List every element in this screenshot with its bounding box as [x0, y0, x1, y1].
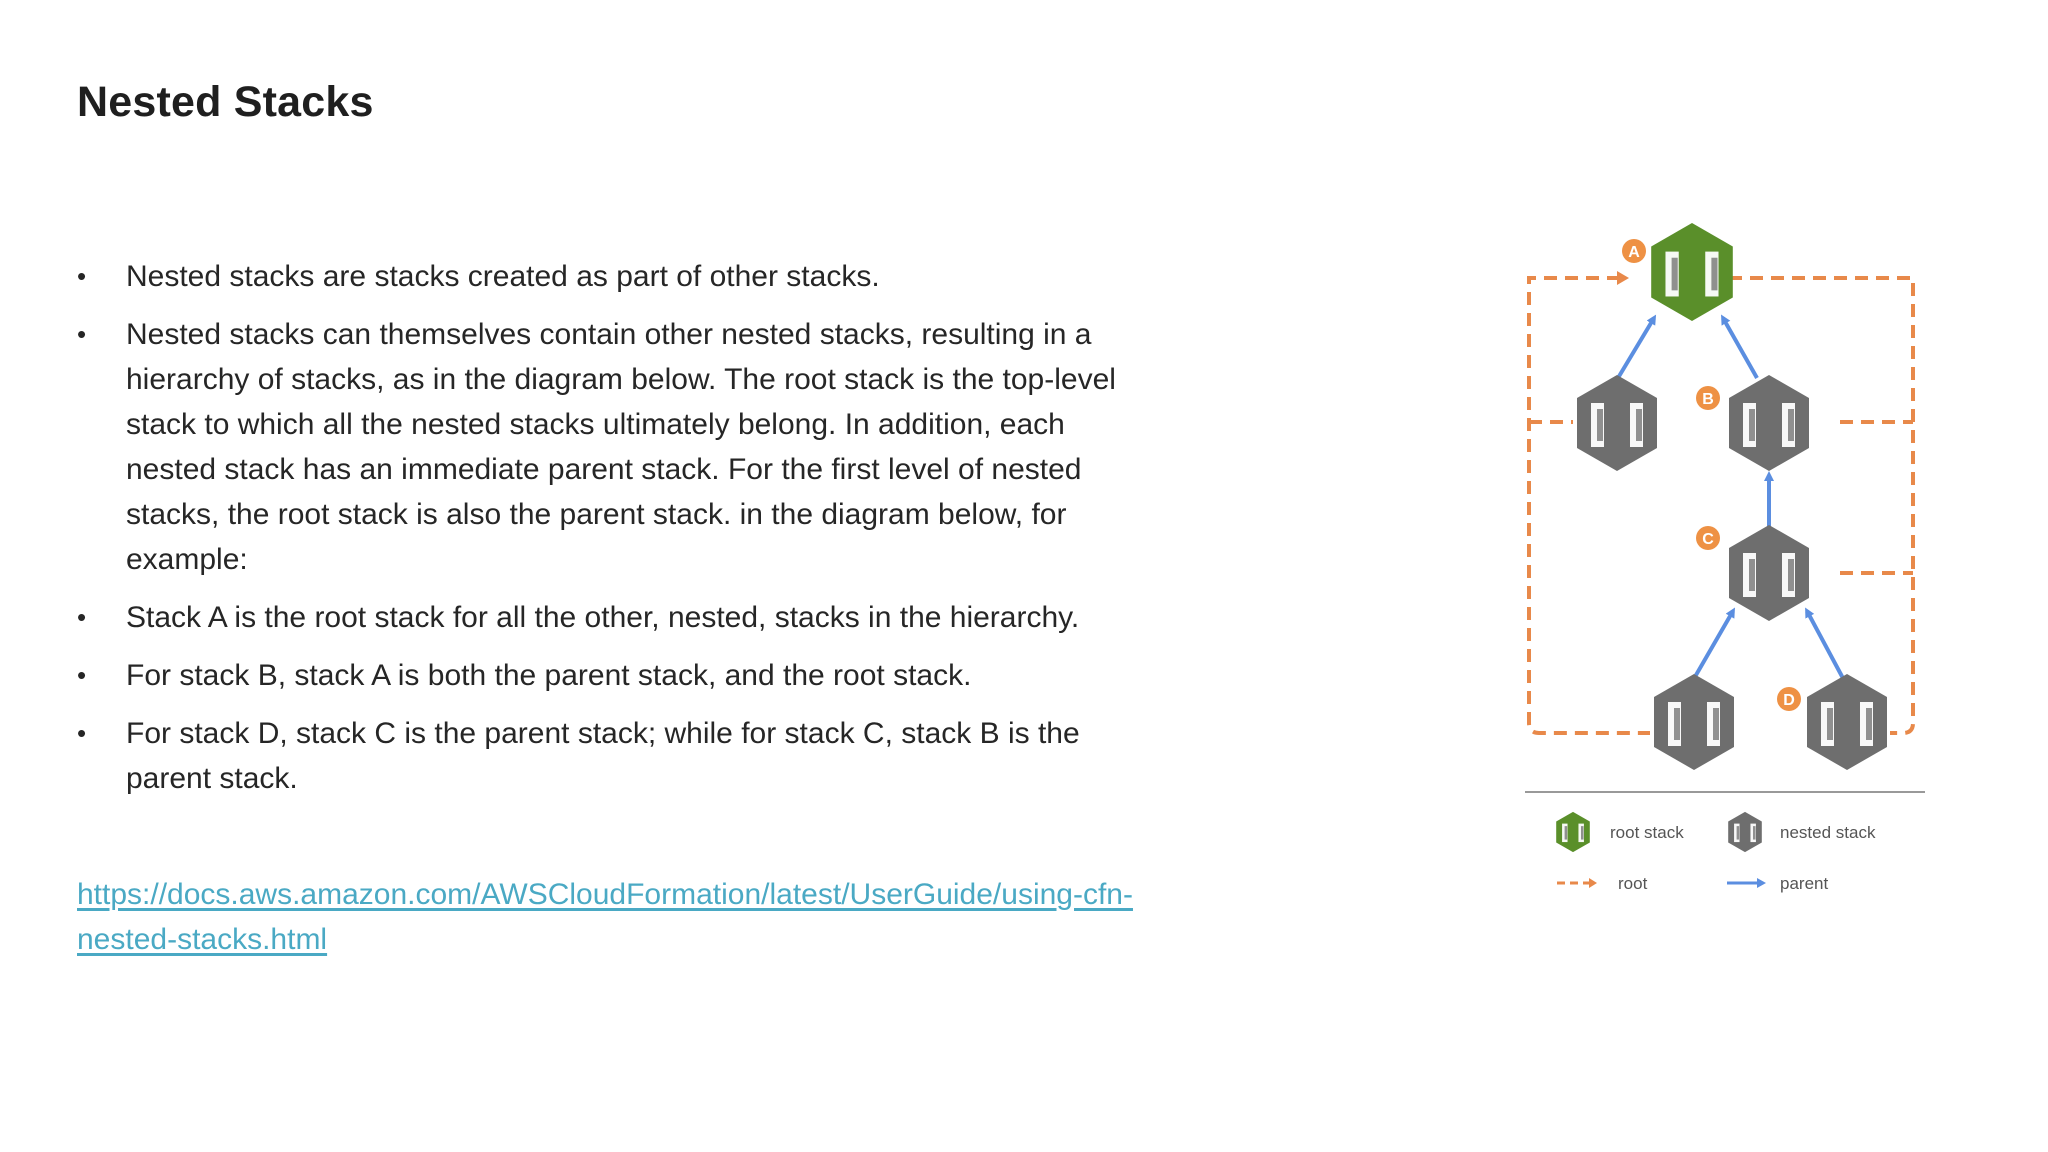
label-b: B	[1702, 391, 1714, 408]
bullet-text: Nested stacks can themselves contain other nested stacks, resulting in a hierarchy of stacks, as in the diagram below. The root stack is the top-level stack to which all the nested stacks ultimately belong. In addition, each nested stack has an immediate parent stack. For the first level of nested stacks, the root stack is also the parent stack. in the diagram below, for example:	[126, 318, 1116, 576]
bullet-marker: •	[77, 319, 87, 349]
legend-root-arrowhead	[1589, 878, 1597, 888]
slide-title: Nested Stacks	[77, 78, 374, 126]
label-d-badge	[1777, 687, 1801, 711]
bullet-text: For stack B, stack A is both the parent stack, and the root stack.	[126, 659, 972, 692]
label-c: C	[1702, 531, 1714, 548]
stack-c-icon	[1729, 525, 1809, 621]
parent-arrows	[1618, 318, 1845, 682]
bullet-item	[77, 595, 1137, 640]
bullet-item	[77, 312, 1137, 582]
legend-parent-label: parent	[1780, 874, 1829, 893]
bullet-marker: •	[77, 660, 87, 690]
bullet-text: Nested stacks are stacks created as part of other stacks.	[126, 260, 880, 293]
label-d: D	[1783, 692, 1795, 709]
bullet-text: For stack D, stack C is the parent stack; while for stack C, stack B is the parent stack.	[126, 717, 1080, 795]
bullet-marker: •	[77, 718, 87, 748]
stack-bottom-left-icon	[1654, 674, 1734, 770]
label-c-badge	[1696, 526, 1720, 550]
stack-d-icon	[1807, 674, 1887, 770]
bullet-item	[77, 653, 1137, 698]
label-b-badge	[1696, 386, 1720, 410]
label-a-badge	[1622, 239, 1646, 263]
legend-root-stack-label: root stack	[1610, 823, 1684, 842]
legend-parent-arrowhead	[1757, 878, 1766, 888]
stack-a-icon	[1651, 223, 1733, 321]
legend-nested-stack-label: nested stack	[1780, 823, 1876, 842]
diagram-svg	[1505, 215, 1935, 920]
bullet-marker: •	[77, 602, 87, 632]
stack-b-icon	[1729, 375, 1809, 471]
bullet-item	[77, 254, 1137, 299]
nested-stacks-diagram	[1505, 215, 1935, 920]
bullet-text: Stack A is the root stack for all the other, nested, stacks in the hierarchy.	[126, 601, 1080, 634]
bullet-list	[77, 254, 1137, 814]
root-lines	[1529, 278, 1913, 733]
bullet-item	[77, 711, 1137, 801]
legend	[1556, 812, 1876, 893]
reference-link-block	[77, 872, 1157, 962]
label-a: A	[1628, 244, 1640, 261]
legend-root-stack-icon	[1556, 812, 1590, 852]
bullet-marker: •	[77, 261, 87, 291]
stack-left-icon	[1577, 375, 1657, 471]
legend-root-label: root	[1618, 874, 1648, 893]
aws-docs-link[interactable]: https://docs.aws.amazon.com/AWSCloudFormation/latest/UserGuide/using-cfn-nested-stacks.html	[77, 878, 1133, 956]
legend-nested-stack-icon	[1728, 812, 1762, 852]
